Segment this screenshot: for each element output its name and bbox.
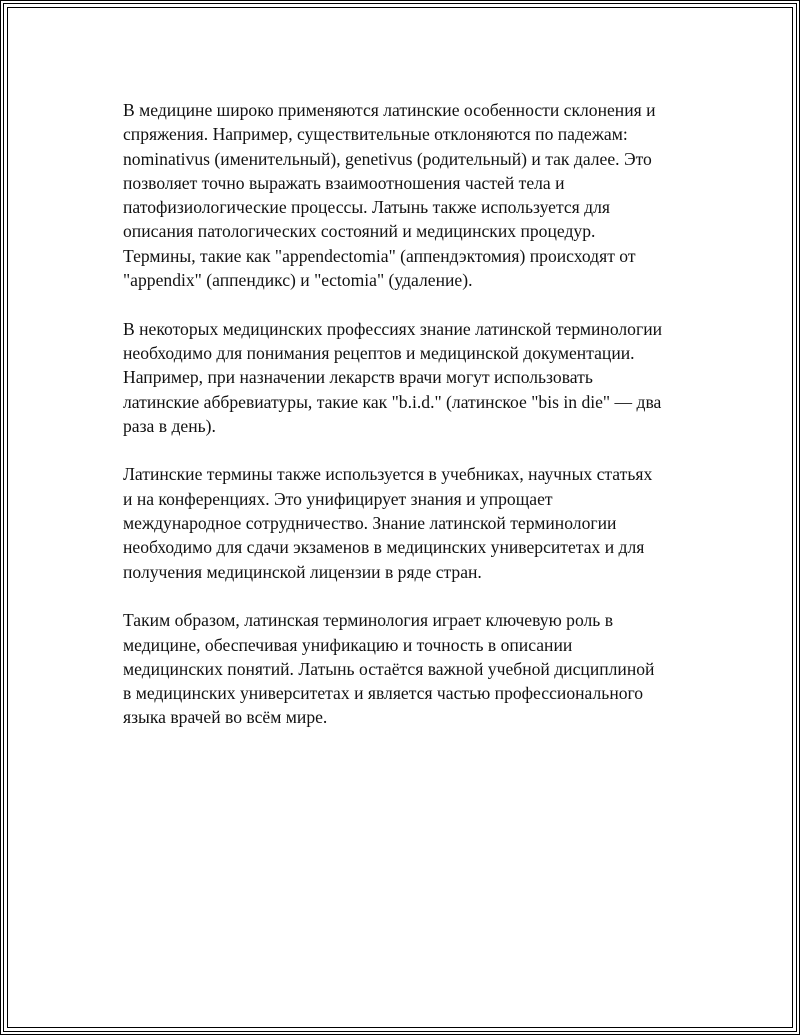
document-body	[123, 98, 703, 754]
paragraph-latin-grammar: В медицине широко применяются латинские особенности склонения и спряжения. Например, существительные отклоняются по падежам: nominativus (именительный), genetivus (родительный) и так далее. Это позволяет точно выражать взаимоотношения частей тела и патофизиологические процессы. Латынь также используется для описания патологических состояний и медицинских процедур. Термины, такие как "appendectomia" (аппендэктомия) происходят от "appendix" (аппендикс) и "ectomia" (удаление).	[123, 100, 656, 291]
paragraph-prescriptions: В некоторых медицинских профессиях знание латинской терминологии необходимо для понимания рецептов и медицинской документации. Например, при назначении лекарств врачи могут использовать латинские аббревиатуры, такие как "b.i.d." (латинское "bis in die" — два раза в день).	[123, 318, 663, 436]
paragraph-conclusion: Таким образом, латинская терминология играет ключевую роль в медицине, обеспечивая унификацию и точность в описании медицинских понятий. Латынь остаётся важной учебной дисциплиной в медицинских университетах и является частью профессионального языка врачей во всём мире.	[123, 610, 655, 728]
paragraph-education: Латинские термины также используется в учебниках, научных статьях и на конференциях. Это унифицирует знания и упрощает международное сотрудничество. Знание латинской терминологии необходимо для сдачи экзаменов в медицинских университетах и для получения медицинской лицензии в ряде стран.	[123, 464, 653, 582]
